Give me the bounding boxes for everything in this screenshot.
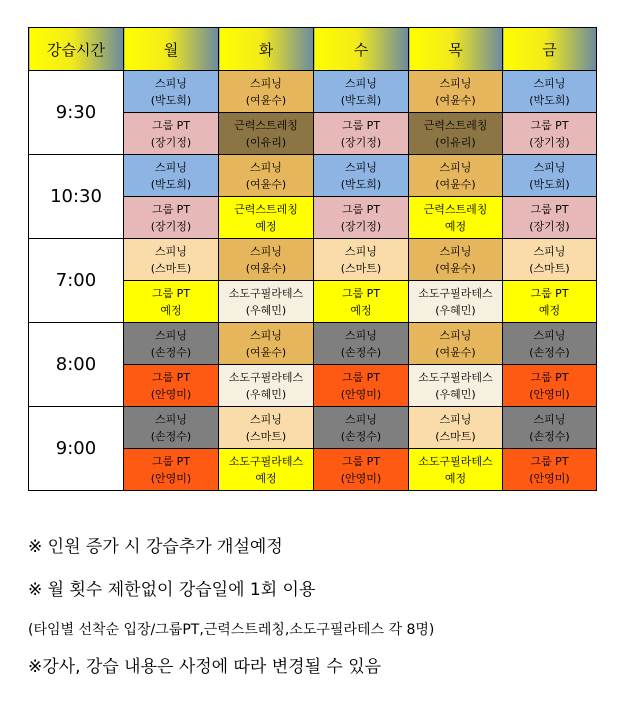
class-name: 그룹 PT	[151, 118, 191, 132]
note-subject-to-change: ※강사, 강습 내용은 사정에 따라 변경될 수 있음	[28, 657, 382, 677]
class-cell-thu	[409, 281, 503, 323]
header-row	[29, 28, 597, 71]
class-instructor: (박도희)	[150, 177, 192, 191]
class-cell-fri	[503, 155, 597, 197]
class-cell-thu	[409, 239, 503, 281]
class-instructor: 예정	[160, 303, 182, 317]
class-name: 소도구필라테스	[228, 370, 304, 384]
class-name: 스피닝	[439, 160, 472, 174]
class-cell-wed	[314, 449, 409, 491]
class-name: 소도구필라테스	[228, 454, 304, 468]
class-cell-wed	[314, 365, 409, 407]
class-instructor: (이유리)	[245, 135, 287, 149]
class-instructor: (우혜민)	[245, 387, 287, 401]
class-name: 스피닝	[250, 76, 282, 90]
class-cell-wed	[314, 71, 409, 113]
class-name: 그룹 PT	[341, 118, 381, 132]
class-name: 그룹 PT	[341, 370, 381, 384]
class-cell-thu	[409, 113, 503, 155]
class-name: 그룹 PT	[530, 118, 569, 132]
class-name: 그룹 PT	[151, 454, 191, 468]
class-instructor: (여윤수)	[435, 177, 476, 191]
header-tue: 화	[219, 28, 314, 71]
note-class-expansion: ※ 인원 증가 시 강습추가 개설예정	[28, 537, 283, 557]
class-cell-tue	[219, 71, 314, 113]
class-name: 스피닝	[533, 412, 566, 426]
class-name: 그룹 PT	[530, 454, 569, 468]
class-name: 그룹 PT	[341, 286, 381, 300]
class-cell-mon	[124, 365, 219, 407]
class-instructor: (박도희)	[340, 93, 382, 107]
class-instructor: (박도희)	[529, 93, 570, 107]
class-instructor: 예정	[444, 471, 467, 485]
class-instructor: (박도희)	[150, 93, 192, 107]
class-cell-thu	[409, 365, 503, 407]
class-instructor: (장기정)	[340, 135, 382, 149]
class-cell-thu	[409, 197, 503, 239]
class-instructor: (안영미)	[150, 471, 192, 485]
class-cell-mon	[124, 239, 219, 281]
class-name: 근력스트레칭	[234, 118, 298, 132]
class-instructor: 예정	[538, 303, 561, 317]
class-instructor: (스마트)	[435, 429, 476, 443]
class-instructor: 예정	[255, 219, 277, 233]
class-instructor: (안영미)	[529, 387, 570, 401]
class-cell-mon	[124, 71, 219, 113]
class-cell-tue	[219, 155, 314, 197]
class-cell-fri	[503, 281, 597, 323]
class-instructor: (안영미)	[150, 387, 192, 401]
class-name: 소도구필라테스	[418, 370, 493, 384]
class-instructor: (손정수)	[529, 345, 570, 359]
class-cell-thu	[409, 407, 503, 449]
class-name: 스피닝	[345, 160, 377, 174]
class-name: 그룹 PT	[341, 454, 381, 468]
class-name: 그룹 PT	[530, 286, 569, 300]
class-cell-tue	[219, 365, 314, 407]
class-cell-fri	[503, 239, 597, 281]
class-instructor: (손정수)	[150, 429, 192, 443]
class-name: 스피닝	[533, 160, 566, 174]
class-name: 근력스트레칭	[423, 118, 488, 132]
class-name: 소도구필라테스	[228, 286, 304, 300]
class-instructor: (장기정)	[150, 219, 192, 233]
class-cell-fri	[503, 365, 597, 407]
class-instructor: (장기정)	[529, 219, 570, 233]
class-instructor: (장기정)	[340, 219, 382, 233]
class-cell-mon	[124, 155, 219, 197]
header-wed: 수	[314, 28, 409, 71]
class-cell-tue	[219, 113, 314, 155]
class-cell-mon	[124, 113, 219, 155]
class-cell-tue	[219, 197, 314, 239]
class-instructor: (우혜민)	[435, 387, 476, 401]
class-name: 스피닝	[533, 244, 566, 258]
class-name: 스피닝	[250, 160, 282, 174]
class-cell-fri	[503, 323, 597, 365]
class-cell-wed	[314, 155, 409, 197]
class-name: 소도구필라테스	[418, 454, 493, 468]
class-cell-tue	[219, 239, 314, 281]
class-cell-fri	[503, 407, 597, 449]
class-name: 스피닝	[345, 76, 377, 90]
class-name: 근력스트레칭	[423, 202, 488, 216]
note-capacity: (타임별 선착순 입장/그룹PT,근력스트레칭,소도구필라테스 각 8명)	[28, 622, 435, 638]
class-name: 스피닝	[439, 76, 472, 90]
class-name: 그룹 PT	[530, 370, 569, 384]
class-cell-fri	[503, 71, 597, 113]
class-instructor: (장기정)	[150, 135, 192, 149]
header-time: 강습시간	[29, 28, 124, 71]
class-name: 스피닝	[155, 244, 187, 258]
class-instructor: (손정수)	[150, 345, 192, 359]
class-cell-thu	[409, 71, 503, 113]
class-instructor: (안영미)	[529, 471, 570, 485]
class-instructor: (안영미)	[340, 387, 382, 401]
class-name: 스피닝	[250, 244, 282, 258]
class-cell-wed	[314, 239, 409, 281]
class-name: 소도구필라테스	[418, 286, 493, 300]
time-slot-label: 8:00	[29, 323, 124, 407]
class-name: 그룹 PT	[151, 286, 191, 300]
class-cell-wed	[314, 113, 409, 155]
table-row	[29, 323, 597, 365]
class-instructor: (여윤수)	[435, 93, 476, 107]
header-fri: 금	[503, 28, 597, 71]
class-name: 스피닝	[439, 244, 472, 258]
time-slot-label: 9:00	[29, 407, 124, 491]
time-slot-label: 7:00	[29, 239, 124, 323]
class-instructor: (장기정)	[529, 135, 570, 149]
class-cell-mon	[124, 323, 219, 365]
class-instructor: (스마트)	[150, 261, 192, 275]
class-cell-mon	[124, 281, 219, 323]
class-cell-fri	[503, 197, 597, 239]
class-name: 스피닝	[439, 328, 472, 342]
table-row	[29, 155, 597, 197]
class-name: 그룹 PT	[151, 370, 191, 384]
class-cell-thu	[409, 449, 503, 491]
class-name: 스피닝	[250, 328, 282, 342]
time-slot-label: 10:30	[29, 155, 124, 239]
class-name: 그룹 PT	[530, 202, 569, 216]
class-name: 근력스트레칭	[234, 202, 298, 216]
class-cell-tue	[219, 323, 314, 365]
class-name: 스피닝	[155, 412, 187, 426]
class-instructor: (박도희)	[340, 177, 382, 191]
class-instructor: (여윤수)	[245, 93, 287, 107]
class-cell-tue	[219, 281, 314, 323]
class-instructor: 예정	[350, 303, 372, 317]
class-name: 스피닝	[439, 412, 472, 426]
note-unlimited-use: ※ 월 횟수 제한없이 강습일에 1회 이용	[28, 580, 316, 600]
class-cell-wed	[314, 323, 409, 365]
class-instructor: (여윤수)	[435, 261, 476, 275]
class-cell-tue	[219, 449, 314, 491]
class-name: 스피닝	[250, 412, 282, 426]
schedule-body	[29, 71, 597, 491]
class-cell-mon	[124, 407, 219, 449]
class-cell-wed	[314, 407, 409, 449]
class-cell-fri	[503, 449, 597, 491]
class-instructor: (우혜민)	[245, 303, 287, 317]
class-instructor: (이유리)	[435, 135, 476, 149]
class-name: 스피닝	[155, 160, 187, 174]
class-instructor: (스마트)	[245, 429, 287, 443]
class-name: 스피닝	[155, 328, 187, 342]
class-name: 스피닝	[345, 328, 377, 342]
class-instructor: 예정	[444, 219, 467, 233]
class-cell-thu	[409, 323, 503, 365]
class-instructor: 예정	[255, 471, 277, 485]
class-name: 그룹 PT	[341, 202, 381, 216]
class-instructor: (스마트)	[340, 261, 382, 275]
header-thu: 목	[409, 28, 503, 71]
class-instructor: (여윤수)	[245, 261, 287, 275]
schedule-table	[28, 27, 597, 491]
class-instructor: (여윤수)	[435, 345, 476, 359]
class-instructor: (손정수)	[340, 429, 382, 443]
class-instructor: (손정수)	[340, 345, 382, 359]
class-name: 스피닝	[345, 412, 377, 426]
class-instructor: (여윤수)	[245, 177, 287, 191]
class-instructor: (스마트)	[529, 261, 570, 275]
class-name: 스피닝	[345, 244, 377, 258]
class-instructor: (안영미)	[340, 471, 382, 485]
table-row	[29, 71, 597, 113]
class-name: 스피닝	[155, 76, 187, 90]
class-instructor: (여윤수)	[245, 345, 287, 359]
class-instructor: (박도희)	[529, 177, 570, 191]
class-cell-thu	[409, 155, 503, 197]
class-cell-fri	[503, 113, 597, 155]
header-mon: 월	[124, 28, 219, 71]
class-cell-wed	[314, 197, 409, 239]
class-cell-mon	[124, 449, 219, 491]
class-instructor: (우혜민)	[435, 303, 476, 317]
class-cell-mon	[124, 197, 219, 239]
class-name: 스피닝	[533, 76, 566, 90]
class-cell-wed	[314, 281, 409, 323]
table-row	[29, 239, 597, 281]
class-cell-tue	[219, 407, 314, 449]
class-name: 스피닝	[533, 328, 566, 342]
class-instructor: (손정수)	[529, 429, 570, 443]
class-name: 그룹 PT	[151, 202, 191, 216]
table-row	[29, 407, 597, 449]
time-slot-label: 9:30	[29, 71, 124, 155]
